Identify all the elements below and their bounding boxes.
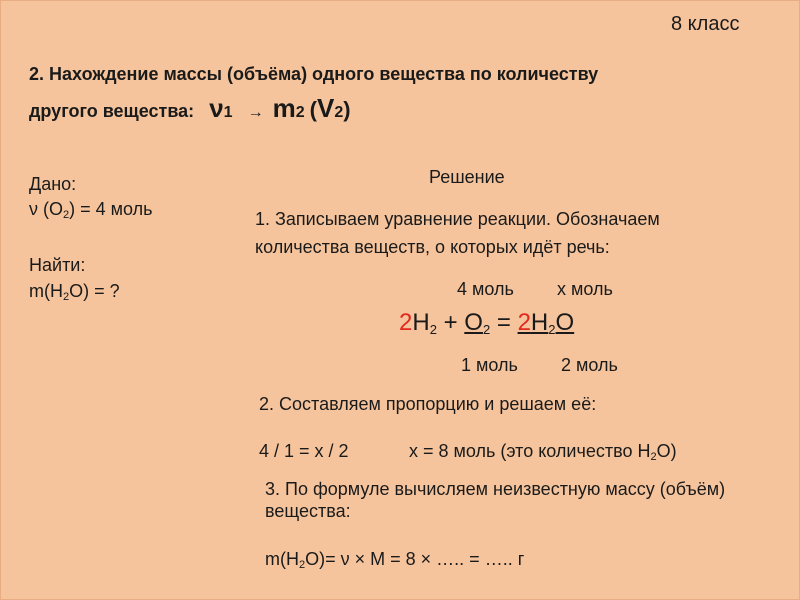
given-nu-sub: 2 [63,209,70,221]
title-paren-open: ( [309,97,317,122]
eq-sub-1: 2 [429,322,437,337]
given-nu-b: ) = 4 моль [69,199,153,219]
step2-text: 2. Составляем пропорцию и решаем её: [259,394,597,414]
find-m-a: m(H [29,281,63,301]
title-m: m [272,93,296,123]
given-label: Дано: [29,174,77,194]
title-paren-close: ) [343,97,351,122]
step3-line2: вещества: [265,501,351,521]
given-nu-a: ν (O [29,199,63,219]
eq-sub-3: 2 [548,322,556,337]
find-m-line [29,281,120,303]
title-line-2-text: другого вещества: [29,101,195,121]
proportion-text: 4 / 1 = x / 2 [259,441,349,461]
find-label: Найти: [29,255,86,275]
eq-o2 [464,309,490,336]
step1-line2: количества веществ, о которых идёт речь: [255,237,610,257]
reaction-equation [399,309,574,337]
result-a: x = 8 моль (это количество H [409,441,651,461]
title-arrow: → [247,104,264,121]
title-m-index: 2 [295,104,305,121]
eq-equals: = [496,309,511,336]
grade-label: 8 класс [671,13,740,35]
title-line-1: 2. Нахождение массы (объёма) одного вещества по количеству [29,64,599,84]
formula-text [265,549,524,571]
eq-coef-2: 2 [517,309,531,336]
find-m-sub: 2 [63,291,70,303]
eq-plus: + [443,309,458,336]
title-line-2 [29,95,598,126]
step1-line1: 1. Записываем уравнение реакции. Обозначаем [255,209,660,229]
title-nu: ν [209,93,224,123]
result-b: O) [656,441,677,461]
above-moles-label: 4 моль [457,279,514,299]
formula-a: m(H [265,549,299,569]
formula-b: O)= ν × M = 8 × ….. = ….. г [305,549,525,569]
solution-header: Решение [429,167,505,187]
result-text [409,441,677,463]
eq-sub-2: 2 [482,322,491,337]
title-v: V [316,93,335,123]
below-mole1-label: 1 моль [461,355,518,375]
eq-h2o [518,309,575,336]
title-nu-index: 1 [223,104,233,121]
title-v-index: 2 [334,104,344,121]
slide-title [29,61,598,126]
given-nu-line [29,199,153,221]
eq-o: O [464,309,483,336]
result-sub: 2 [650,451,657,463]
formula-sub: 2 [299,559,306,571]
find-m-b: O) = ? [69,281,120,301]
above-x-label: х моль [557,279,613,299]
eq-o-2: O [555,309,575,336]
eq-coef-1: 2 [399,309,413,336]
below-mole2-label: 2 моль [561,355,618,375]
step3-line1: 3. По формуле вычисляем неизвестную массу (объём) [265,479,726,499]
eq-h: H [412,309,430,336]
eq-h-2: H [530,309,549,336]
